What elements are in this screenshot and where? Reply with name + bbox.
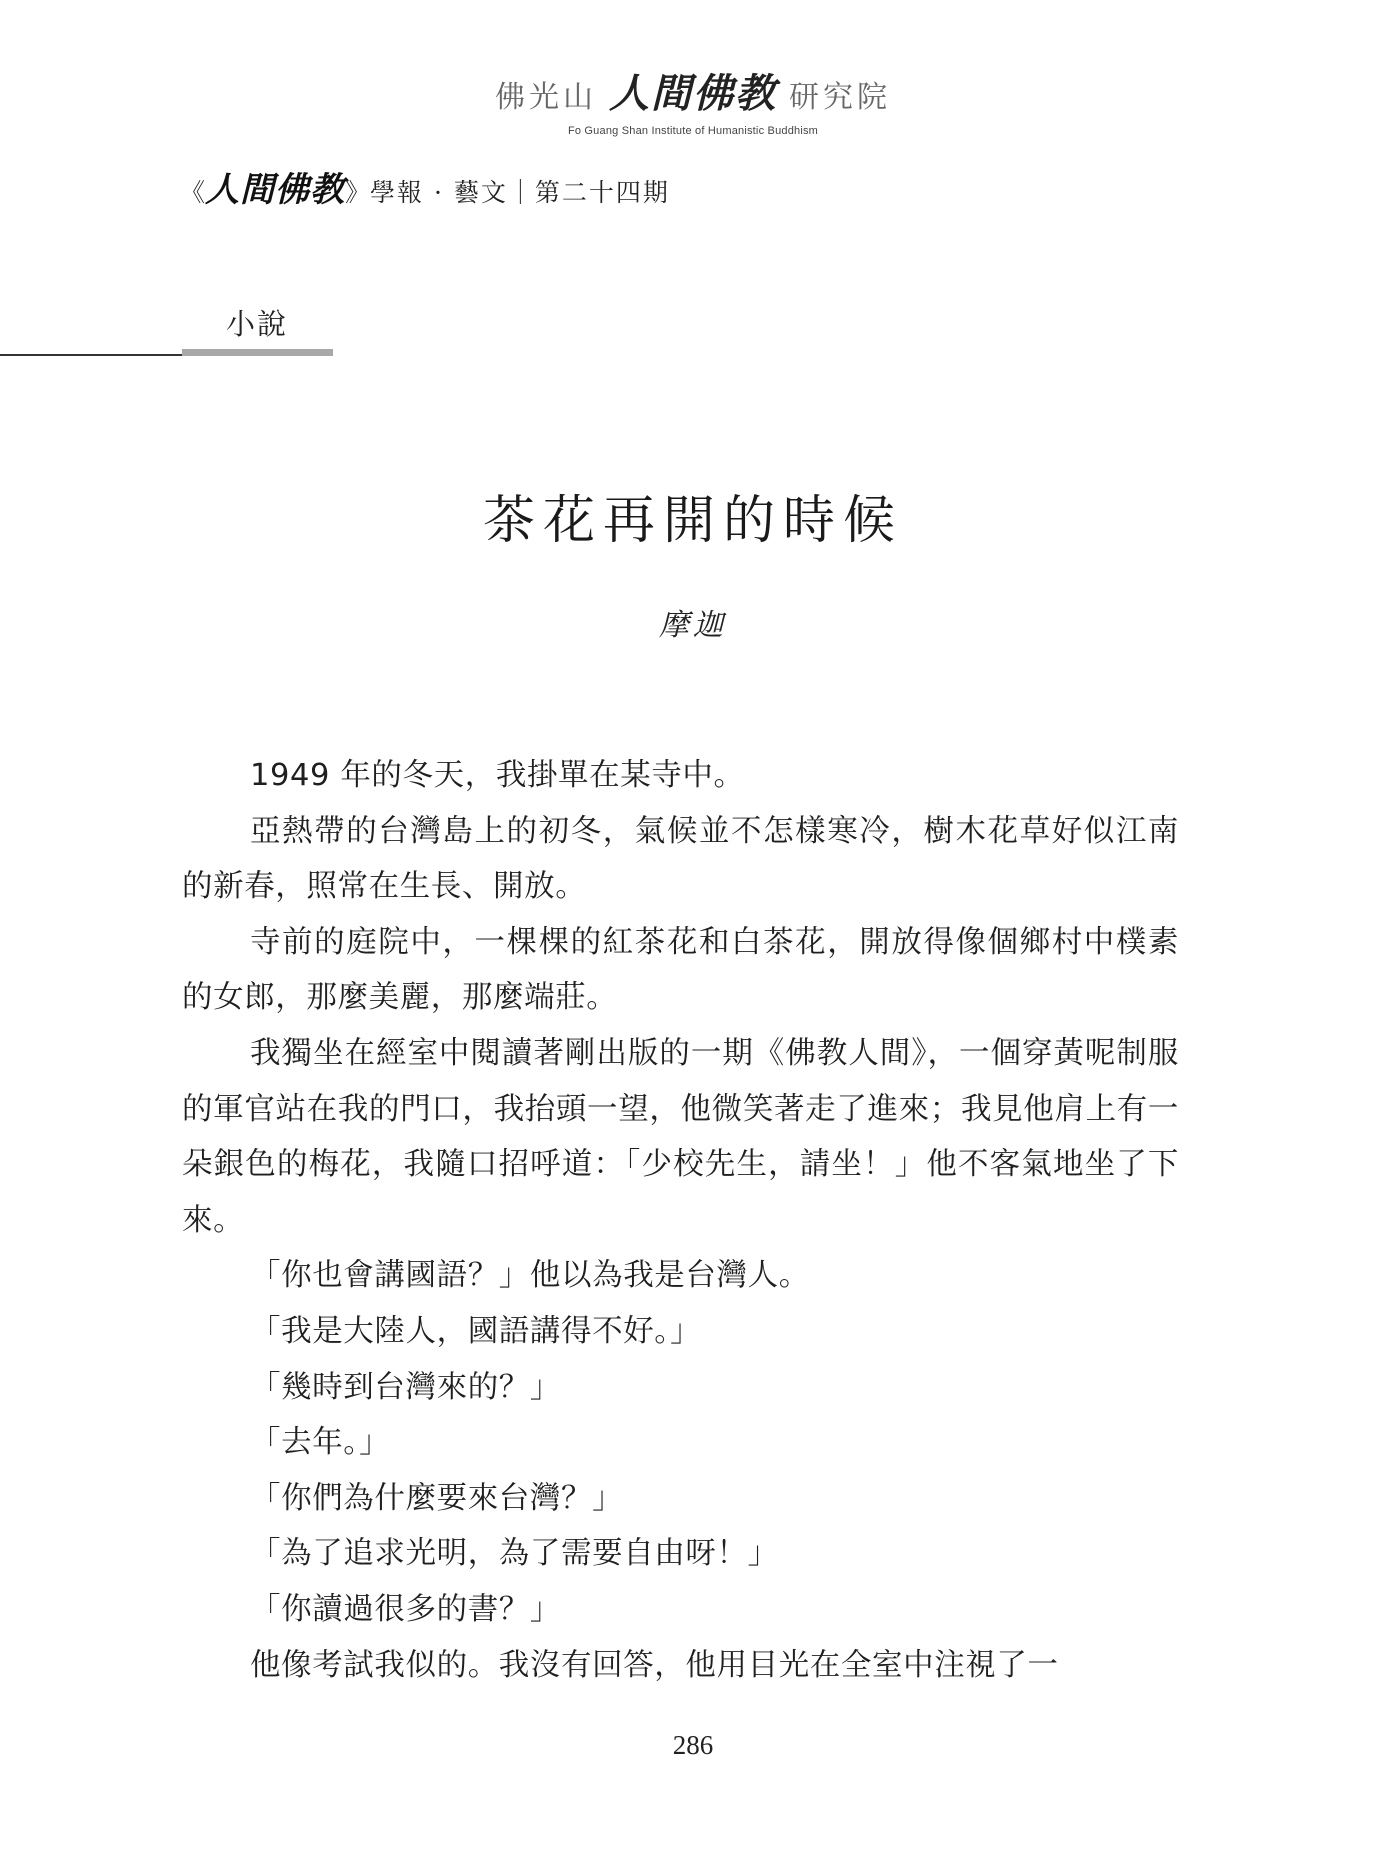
paragraph: 1949 年的冬天，我掛單在某寺中。: [250, 758, 745, 793]
journal-issue-info: 學報 · 藝文｜第二十四期: [370, 178, 670, 207]
institute-name: [495, 62, 891, 119]
paragraph: 我獨坐在經室中閱讀著剛出版的一期《佛教人間》，一個穿黃呢制服的軍官站在我的門口，我抬頭一望，他微笑著走了進來；我見他肩上有一朵銀色的梅花，我隨口招呼道：「少校先生，請坐！」他不客氣地坐了下來。: [182, 1035, 1179, 1238]
paragraph: 「你讀過很多的書？」: [250, 1591, 561, 1627]
journal-close-bracket: 》: [345, 178, 371, 207]
journal-brand-logotype: 人間佛教: [205, 170, 346, 210]
paragraph: 「幾時到台灣來的？」: [250, 1369, 561, 1405]
institute-english-name: Fo Guang Shan Institute of Humanistic Buddhism: [567, 125, 819, 137]
institute-header: [0, 62, 1386, 137]
paragraph: 「你也會講國語？」他以為我是台灣人。: [250, 1258, 810, 1294]
paragraph: 他像考試我似的。我沒有回答，他用目光在全室中注視了一: [250, 1647, 1059, 1683]
article-title: 茶花再開的時候: [482, 491, 903, 551]
paragraph: 亞熱帶的台灣島上的初冬，氣候並不怎樣寒冷，樹木花草好似江南的新春，照常在生長、開放。: [182, 813, 1179, 905]
institute-brand-logotype: 人間佛教: [609, 71, 777, 117]
article-body: [182, 748, 1179, 1693]
paragraph: 「我是大陸人，國語講得不好。」: [250, 1313, 702, 1349]
paragraph: 「你們為什麼要來台灣？」: [250, 1480, 624, 1516]
article-author: 摩迦: [659, 608, 727, 643]
institute-prefix: 佛光山: [495, 80, 597, 115]
journal-open-bracket: 《: [180, 178, 206, 207]
paragraph: 「去年。」: [250, 1425, 391, 1461]
section-divider-thick: [182, 349, 333, 356]
institute-suffix: 研究院: [789, 80, 891, 115]
paragraph: 寺前的庭院中，一棵棵的紅茶花和白茶花，開放得像個鄉村中樸素的女郎，那麼美麗，那麼端莊。: [182, 924, 1179, 1016]
journal-running-head: [180, 162, 670, 211]
section-label: 小說: [226, 307, 289, 341]
paragraph: 「為了追求光明，為了需要自由呀！」: [250, 1536, 779, 1572]
page-number: 286: [672, 1730, 714, 1760]
